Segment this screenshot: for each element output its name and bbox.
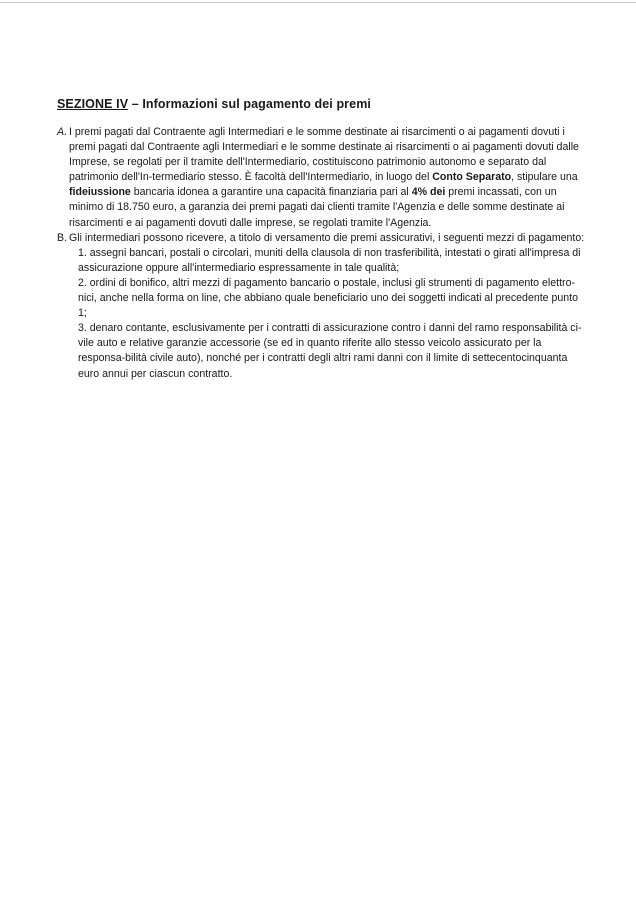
list-item-a <box>57 125 589 231</box>
item-marker-a: A. <box>57 126 68 138</box>
payment-methods-list <box>69 246 589 382</box>
percent-bold: 4% dei <box>411 186 446 199</box>
item-marker-b: B. <box>57 231 68 244</box>
document-page <box>57 97 589 382</box>
item-a-text-3: bancaria idonea a garantire una capacità finanziaria pari al <box>130 186 412 199</box>
section-label: SEZIONE IV <box>57 97 129 111</box>
section-title: Informazioni sul pagamento dei premi <box>142 97 371 111</box>
top-border-line <box>0 2 636 3</box>
list-item-b <box>57 231 589 382</box>
payment-method-2: 2. ordini di bonifico, altri mezzi di pagamento bancario o postale, inclusi gli strumenti di pagamento elettro-nici, anche nella forma on line, che abbiano quale beneficiario uno dei soggetti indicati al precedente punto 1; <box>78 276 579 320</box>
section-heading <box>57 97 589 111</box>
item-a-text-4: premi incassati, con un minimo di 18.750 euro, a garanzia dei premi pagati dai clienti tramite l'Agenzia e delle somme destinate ai risarcimenti e ai pagamenti dovuti dalle imprese, se regolati tramite l'Agenzia. <box>69 186 565 229</box>
item-a-text-2: , stipulare una <box>511 171 578 184</box>
item-a-paragraph <box>69 125 589 231</box>
payment-method-3: 3. denaro contante, esclusivamente per i contratti di assicurazione contro i danni del ramo responsabilità ci-vile auto e relative garanzie accessorie (se ed in quanto riferite allo stesso veicolo assicurato per la responsa-bilità civile auto), nonché per i contratti degli altri rami danni con il limite di settecentocinquanta euro annui per ciascun contratto. <box>78 322 582 380</box>
item-a-text-1: I premi pagati dal Contraente agli Intermediari e le somme destinate ai risarcimenti o ai pagamenti dovuti i premi pagati dal Contraente agli Intermediari e le somme destinate ai risarcimenti o ai pagamenti dovuti dalle Imprese, se regolati per il tramite dell'Intermediario, costituiscono patrimonio autonomo e separato dal patrimonio dell'In-termediario stesso. È facoltà dell'Intermediario, in luogo del <box>69 126 579 184</box>
payment-method-1: 1. assegni bancari, postali o circolari, muniti della clausola di non trasferibilità, intestati o girati all'impresa di assicurazione oppure all'intermediario espressamente in tale qualità; <box>78 246 581 274</box>
fideiussione-bold: fideiussione <box>69 186 131 199</box>
conto-separato-bold: Conto Separato <box>432 171 512 184</box>
item-b-intro: Gli intermediari possono ricevere, a titolo di versamento die premi assicurativi, i seguenti mezzi di pagamento: <box>69 231 585 244</box>
section-dash: – <box>128 97 143 111</box>
